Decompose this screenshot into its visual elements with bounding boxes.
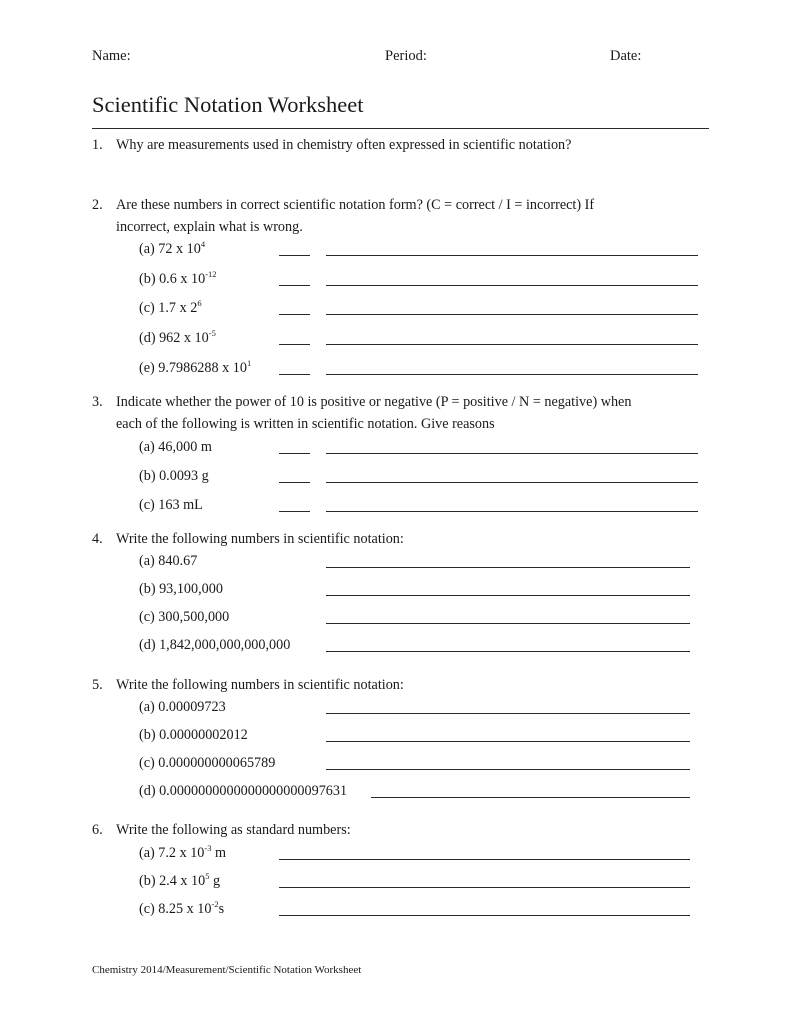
- q2-d-ci-blank[interactable]: [279, 344, 310, 345]
- footer-text: Chemistry 2014/Measurement/Scientific Notation Worksheet: [92, 964, 362, 976]
- date-label: Date:: [610, 48, 642, 64]
- q6-number: 6.: [92, 822, 103, 838]
- q3-c-reason-blank[interactable]: [326, 511, 698, 512]
- q4-item-c: (c) 300,500,000: [139, 609, 230, 625]
- q2-c-ci-blank[interactable]: [279, 314, 310, 315]
- q2-e-ci-blank[interactable]: [279, 374, 310, 375]
- q5-c-answer-blank[interactable]: [326, 769, 690, 770]
- q2-number: 2.: [92, 197, 103, 213]
- q2-e-explain-blank[interactable]: [326, 374, 698, 375]
- q5-item-c: (c) 0.000000000065789: [139, 755, 276, 771]
- q5-item-a: (a) 0.00009723: [139, 699, 226, 715]
- q3-item-c: (c) 163 mL: [139, 497, 203, 513]
- q5-d-answer-blank[interactable]: [371, 797, 690, 798]
- page-title: Scientific Notation Worksheet: [92, 92, 364, 117]
- q5-item-d: (d) 0.0000000000000000000097631: [139, 783, 348, 799]
- q4-b-answer-blank[interactable]: [326, 595, 690, 596]
- q5-item-b: (b) 0.00000002012: [139, 727, 248, 743]
- q1-text: Why are measurements used in chemistry often expressed in scientific notation?: [116, 137, 572, 153]
- q4-text: Write the following numbers in scientific notation:: [116, 531, 404, 547]
- q3-item-a: (a) 46,000 m: [139, 439, 212, 455]
- q6-c-answer-blank[interactable]: [279, 915, 690, 916]
- q6-a-answer-blank[interactable]: [279, 859, 690, 860]
- q2-text-line1: Are these numbers in correct scientific notation form? (C = correct / I = incorrect) If: [116, 197, 595, 213]
- q5-a-answer-blank[interactable]: [326, 713, 690, 714]
- q3-text-line2: each of the following is written in scientific notation. Give reasons: [116, 416, 495, 432]
- q6-item-c: (c) 8.25 x $10^{-2}s$: [139, 899, 225, 917]
- q4-number: 4.: [92, 531, 103, 547]
- q3-b-reason-blank[interactable]: [326, 482, 698, 483]
- q4-item-d: (d) 1,842,000,000,000,000: [139, 637, 291, 653]
- q3-c-pn-blank[interactable]: [279, 511, 310, 512]
- q2-item-a: (a) 72 x $10^4$: [139, 239, 206, 257]
- q3-number: 3.: [92, 394, 103, 410]
- q2-a-explain-blank[interactable]: [326, 255, 698, 256]
- q3-a-reason-blank[interactable]: [326, 453, 698, 454]
- q2-item-e: (e) 9.7986288 x $10^1$: [139, 358, 252, 376]
- q6-item-a: (a) 7.2 x $10^{-3}$ m: [139, 843, 227, 861]
- q6-text: Write the following as standard numbers:: [116, 822, 351, 838]
- q5-text: Write the following numbers in scientific notation:: [116, 677, 404, 693]
- q5-b-answer-blank[interactable]: [326, 741, 690, 742]
- q2-item-d: (d) 962 x $10^{-5}$: [139, 328, 216, 346]
- q3-b-pn-blank[interactable]: [279, 482, 310, 483]
- name-label: Name:: [92, 48, 131, 64]
- q3-text-line1: Indicate whether the power of 10 is positive or negative (P = positive / N = negative) when: [116, 394, 632, 410]
- period-label: Period:: [385, 48, 427, 64]
- q3-item-b: (b) 0.0093 g: [139, 468, 209, 484]
- q4-a-answer-blank[interactable]: [326, 567, 690, 568]
- q2-b-explain-blank[interactable]: [326, 285, 698, 286]
- q2-d-explain-blank[interactable]: [326, 344, 698, 345]
- q4-item-b: (b) 93,100,000: [139, 581, 223, 597]
- q2-c-explain-blank[interactable]: [326, 314, 698, 315]
- q2-a-ci-blank[interactable]: [279, 255, 310, 256]
- q4-item-a: (a) 840.67: [139, 553, 198, 569]
- q6-item-b: (b) 2.4 x $10^5$ g: [139, 871, 221, 889]
- q4-d-answer-blank[interactable]: [326, 651, 690, 652]
- q2-b-ci-blank[interactable]: [279, 285, 310, 286]
- q2-item-c: (c) 1.7 x $2^6$: [139, 298, 202, 316]
- q2-text-line2: incorrect, explain what is wrong.: [116, 219, 303, 235]
- q3-a-pn-blank[interactable]: [279, 453, 310, 454]
- q4-c-answer-blank[interactable]: [326, 623, 690, 624]
- q5-number: 5.: [92, 677, 103, 693]
- title-rule: [92, 128, 709, 129]
- q6-b-answer-blank[interactable]: [279, 887, 690, 888]
- q1-number: 1.: [92, 137, 103, 153]
- q2-item-b: (b) 0.6 x $10^{-12}$: [139, 269, 217, 287]
